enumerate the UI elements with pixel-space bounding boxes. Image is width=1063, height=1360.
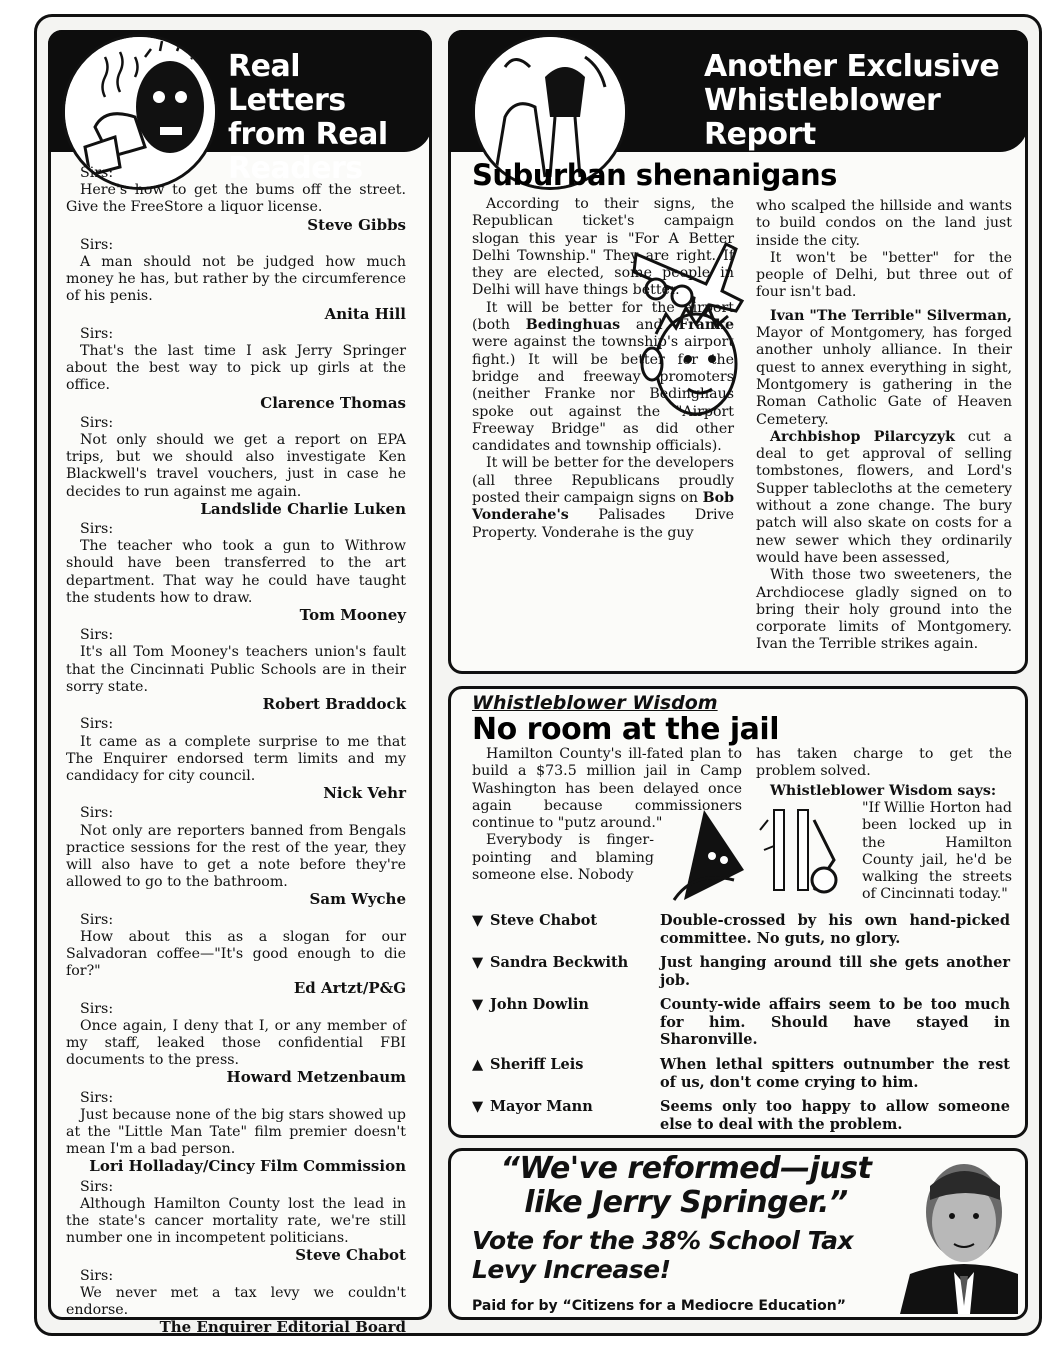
- suburban-col1-para2-text-b: and: [620, 317, 679, 334]
- rating-person: Steve Chabot: [490, 912, 598, 929]
- letters-title-line3: Readers: [228, 151, 363, 186]
- name-archbishop: Archbishop Pilarcyzyk: [770, 428, 955, 445]
- name-ivan-silverman: Ivan "The Terrible" Silverman,: [770, 307, 1012, 324]
- letter-signature: The Enquirer Editorial Board: [159, 1318, 406, 1337]
- letter-item: [66, 716, 406, 802]
- letters-title-line1: Real Letters: [228, 49, 346, 118]
- letter-salutation: Sirs:: [80, 1267, 114, 1284]
- wisdom-col1-para1: Hamilton County's ill-fated plan to build a $73.5 million jail in Camp Washington has been delayed once again because commissioners continue to "putz around.": [472, 746, 742, 832]
- letter-signature: Anita Hill: [324, 304, 406, 323]
- letter-body: Not only should we get a report on EPA trips, but we should also investigate Ken Blackwell's travel vouchers, just in case he decides to run against me again.: [66, 432, 406, 500]
- wisdom-col2-para1: has taken charge to get the problem solved.: [756, 746, 1012, 780]
- arrow-up-icon: ▲: [472, 1057, 484, 1073]
- suburban-col1-para3-text-a: It will be better for the developers (all three Republicans proudly posted their campaign signs on: [472, 455, 734, 507]
- whistleblower-title-line1: Another Exclusive: [704, 49, 1000, 84]
- letter-item: [66, 521, 406, 624]
- suburban-col2-para5: With those two sweeteners, the Archdiocese gladly signed on to bring their holy ground into the corporate limits of Montgomery. Ivan the Terrible strikes again.: [756, 567, 1012, 653]
- letter-body: The teacher who took a gun to Withrow should have been transferred to the art department. That way he could have taught the students how to draw.: [66, 538, 406, 606]
- rating-person: Sandra Beckwith: [490, 954, 629, 971]
- letter-item: [66, 912, 406, 998]
- arrow-down-icon: ▼: [472, 913, 484, 929]
- letter-salutation: Sirs:: [80, 165, 114, 181]
- letter-body: Here's how to get the bums off the street. Give the FreeStore a liquor license.: [66, 182, 406, 216]
- suburban-col2-para1: who scalped the hillside and wants to build condos on the land just inside the city.: [756, 198, 1012, 249]
- letter-item: [66, 1179, 406, 1265]
- ad-vote-line2: Levy Increase!: [472, 1255, 671, 1284]
- suburban-col1-para1: According to their signs, the Republican ticket's campaign slogan this year is "For A Better Delhi Township." They are right. If they are elected, some people in Delhi will have things better.: [472, 196, 734, 299]
- suburban-col1-para2: [472, 300, 734, 456]
- whistleblower-title: [704, 50, 1014, 152]
- letter-salutation: Sirs:: [80, 325, 114, 342]
- letter-item: [66, 1090, 406, 1176]
- letter-signature: Lori Holladay/Cincy Film Commission: [89, 1157, 406, 1176]
- letter-salutation: Sirs:: [80, 1000, 114, 1017]
- ad-quote-line2: like Jerry Springer.”: [524, 1185, 848, 1220]
- suburban-col2-para2: It won't be "better" for the people of Delhi, but three out of four isn't bad.: [756, 249, 1012, 301]
- letter-body: That's the last time I ask Jerry Springer about the best way to pick up girls at the office.: [66, 343, 406, 394]
- letter-salutation: Sirs:: [80, 805, 114, 822]
- suburban-col2-para4-text: cut a deal to get approval of selling tombstones, flowers, and Lord's Supper tablecloths at the cemetery without a zone change. The bury patch will also skate on costs for a new sewer which they ordinarily would have been assessed,: [756, 428, 1013, 566]
- wisdom-headline: No room at the jail: [472, 712, 779, 747]
- ad-quote: [476, 1152, 896, 1220]
- rating-name: [472, 954, 652, 973]
- suburban-col1-para3: [472, 455, 734, 541]
- letter-body: Although Hamilton County lost the lead in the state's cancer mortality rate, we're still number one in incompetent politicians.: [66, 1195, 406, 1247]
- letter-item: [66, 415, 406, 518]
- rating-person: Sheriff Leis: [490, 1056, 584, 1073]
- ad-vote-text: [472, 1226, 912, 1284]
- ad-quote-line1: “We've reformed—just: [500, 1151, 872, 1186]
- letter-signature: Sam Wyche: [309, 890, 406, 909]
- letter-item: [66, 326, 406, 412]
- politician-portrait-illustration: [900, 1152, 1018, 1314]
- suburban-col1-para2-text-c: were against the township's airport fight.) It will be better for the bridge and freeway promoters (neither Franke nor Bedinghaus spoke out against the "Airport Freeway Bridge" as did other candidates and township officials).: [472, 334, 734, 455]
- rating-name: [472, 1056, 652, 1075]
- rating-comment: County-wide affairs seem to be too much for him. Should have stayed in Sharonville.: [660, 996, 1010, 1048]
- name-vonderahe: Bob Vonderahe's: [472, 490, 734, 524]
- letter-item: [66, 805, 406, 908]
- letter-signature: Landslide Charlie Luken: [200, 499, 406, 518]
- letter-item: [66, 1268, 406, 1337]
- rating-person: Mayor Mann: [490, 1098, 593, 1115]
- rating-comment: When lethal spitters outnumber the rest of us, don't come crying to him.: [660, 1056, 1010, 1091]
- letter-body: We never met a tax levy we couldn't endorse.: [66, 1284, 406, 1318]
- ad-paid-for: Paid for by “Citizens for a Mediocre Education”: [472, 1298, 846, 1314]
- arrow-down-icon: ▼: [472, 955, 484, 971]
- suburban-column-1: [472, 196, 734, 542]
- letter-salutation: Sirs:: [80, 627, 114, 644]
- letter-signature: Steve Gibbs: [307, 215, 406, 234]
- arrow-down-icon: ▼: [472, 997, 484, 1013]
- suburban-col1-para2-text-a: It will be better for the airport (both: [472, 299, 734, 334]
- letter-item: [66, 1001, 406, 1087]
- whistleblower-header: [448, 30, 1028, 152]
- suburban-col2-para3-text: Mayor of Montgomery, has forged another unholy alliance. In their quest to annex everything in sight, Montgomery is gathering in the Roman Catholic Gate of Heaven Cemetery.: [756, 325, 1012, 428]
- suburban-col2-para3: [756, 308, 1012, 429]
- letter-body: It's all Tom Mooney's teachers union's fault that the Cincinnati Public Schools are in their sorry state.: [66, 644, 406, 695]
- letter-body: A man should not be judged how much money he has, but rather by the circumference of his penis.: [66, 254, 406, 305]
- suburban-col1-para3-text-b: Palisades Drive Property. Vonderahe is the guy: [472, 507, 734, 541]
- suburban-column-2: [756, 198, 1012, 654]
- letter-signature: Howard Metzenbaum: [226, 1068, 406, 1087]
- name-franke: Franke: [678, 317, 734, 334]
- letter-salutation: Sirs:: [80, 911, 114, 928]
- letter-salutation: Sirs:: [80, 1178, 114, 1195]
- letter-signature: Nick Vehr: [323, 784, 406, 803]
- whistleblower-title-line3: Report: [704, 117, 816, 152]
- letter-signature: Robert Braddock: [262, 695, 406, 714]
- letter-salutation: Sirs:: [80, 716, 114, 733]
- rating-comment: Seems only too happy to allow someone else to deal with the problem.: [660, 1098, 1010, 1133]
- suburban-headline: Suburban shenanigans: [472, 158, 837, 192]
- letter-salutation: Sirs:: [80, 236, 114, 253]
- letters-title-line2: from Real: [228, 117, 388, 152]
- letters-list: [66, 165, 406, 1339]
- ad-vote-line1: Vote for the 38% School Tax: [472, 1226, 854, 1255]
- letter-body: Just because none of the big stars showed up at the "Little Man Tate" film premier doesn't mean I'm a bad person.: [66, 1106, 406, 1158]
- wisdom-column-2: [756, 746, 1012, 800]
- letter-signature: Steve Chabot: [295, 1246, 406, 1265]
- letter-signature: Ed Artzt/P&G: [293, 979, 406, 998]
- name-bedinghuas: Bedinghuas: [525, 317, 621, 334]
- hooded-figure-illustration: [664, 800, 860, 908]
- wisdom-quote: [862, 800, 1012, 904]
- rating-name: [472, 1098, 652, 1117]
- letter-item: [66, 237, 406, 323]
- letter-body: Not only are reporters banned from Bengals practice sessions for the rest of the year, they will also have to get a note before they're allowed to go to the bathroom.: [66, 822, 406, 891]
- letter-signature: Clarence Thomas: [260, 393, 406, 412]
- whistleblower-title-line2: Whistleblower: [704, 83, 941, 118]
- arrow-down-icon: ▼: [472, 1099, 484, 1115]
- rating-name: [472, 996, 652, 1015]
- letter-body: How about this as a slogan for our Salvadoran coffee—"It's good enough to die for?": [66, 928, 406, 980]
- rating-name: [472, 912, 652, 931]
- letter-item: [66, 627, 406, 713]
- letter-body: It came as a complete surprise to me that The Enquirer endorsed term limits and my candidacy for city council.: [66, 733, 406, 784]
- letter-signature: Tom Mooney: [299, 606, 406, 625]
- letter-salutation: Sirs:: [80, 1089, 114, 1106]
- wisdom-quote-text: "If Willie Horton had been locked up in the Hamilton County jail, he'd be walking the streets of Cincinnati today.": [862, 800, 1012, 903]
- suburban-col2-para4: [756, 429, 1012, 567]
- letter-item: [66, 165, 406, 234]
- wisdom-col1-para2: Everybody is finger-pointing and blaming someone else. Nobody: [472, 832, 654, 884]
- letter-salutation: Sirs:: [80, 414, 114, 431]
- rating-comment: Double-crossed by his own hand-picked committee. No guts, no glory.: [660, 912, 1010, 947]
- wisdom-says-label: Whistleblower Wisdom says:: [770, 782, 997, 799]
- rating-comment: Just hanging around till she gets another job.: [660, 954, 1010, 989]
- rating-person: John Dowlin: [490, 996, 589, 1013]
- letter-salutation: Sirs:: [80, 521, 114, 538]
- wisdom-kicker: Whistleblower Wisdom: [472, 692, 718, 714]
- letter-body: Once again, I deny that I, or any member of my staff, leaked those confidential FBI documents to the press.: [66, 1017, 406, 1069]
